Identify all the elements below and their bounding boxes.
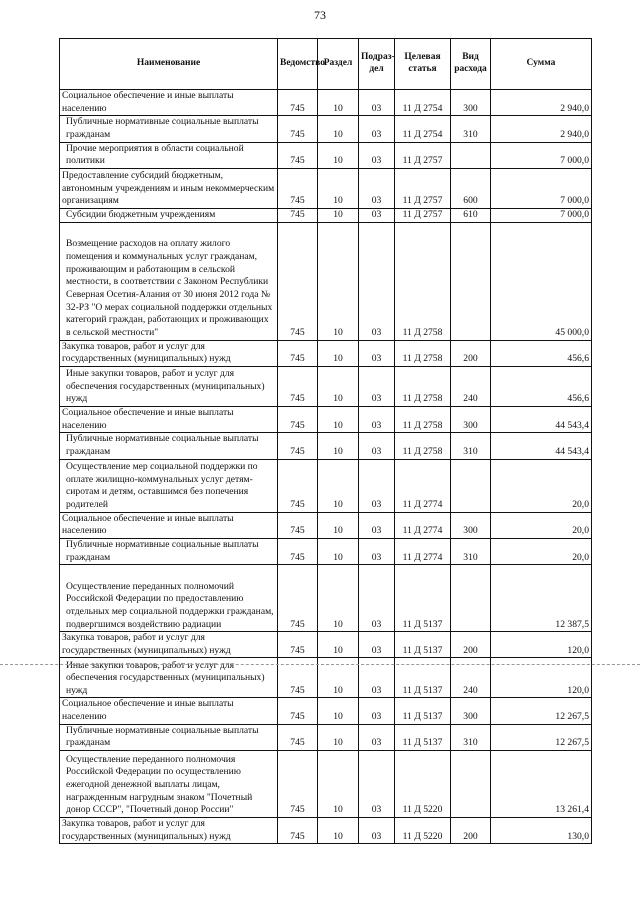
row-target-article: 11 Д 2758 xyxy=(395,340,451,366)
row-expense-type: 600 xyxy=(451,168,491,208)
table-row xyxy=(60,406,592,432)
row-target-article: 11 Д 5137 xyxy=(395,698,451,724)
row-ved: 745 xyxy=(278,512,318,538)
row-name: Публичные нормативные социальные выплаты гражданам xyxy=(60,724,278,750)
row-expense-type xyxy=(451,565,491,632)
row-razdel: 10 xyxy=(318,142,359,168)
row-podrazdel: 03 xyxy=(359,538,395,564)
row-name: Закупка товаров, работ и услуг для государственных (муниципальных) нужд xyxy=(60,340,278,366)
table-header-row xyxy=(60,39,592,90)
row-name: Закупка товаров, работ и услуг для государственных (муниципальных) нужд xyxy=(60,632,278,658)
row-target-article: 11 Д 5220 xyxy=(395,818,451,844)
row-target-article: 11 Д 5137 xyxy=(395,632,451,658)
header-name: Наименование xyxy=(60,39,278,90)
row-podrazdel: 03 xyxy=(359,459,395,512)
row-podrazdel: 03 xyxy=(359,406,395,432)
row-name: Предоставление субсидий бюджетным, автономным учреждениям и иным некоммерческим организациям xyxy=(60,168,278,208)
row-ved: 745 xyxy=(278,658,318,698)
row-target-article: 11 Д 5137 xyxy=(395,565,451,632)
table-row xyxy=(60,818,592,844)
table-row xyxy=(60,632,592,658)
row-name: Публичные нормативные социальные выплаты гражданам xyxy=(60,116,278,142)
row-razdel: 10 xyxy=(318,222,359,340)
row-expense-type: 300 xyxy=(451,90,491,116)
row-expense-type: 300 xyxy=(451,512,491,538)
row-sum: 45 000,0 xyxy=(491,222,592,340)
row-razdel: 10 xyxy=(318,459,359,512)
row-target-article: 11 Д 5137 xyxy=(395,724,451,750)
fold-line xyxy=(0,664,640,665)
row-razdel: 10 xyxy=(318,406,359,432)
row-name: Социальное обеспечение и иные выплаты населению xyxy=(60,512,278,538)
row-razdel: 10 xyxy=(318,168,359,208)
row-ved: 745 xyxy=(278,459,318,512)
row-podrazdel: 03 xyxy=(359,366,395,406)
row-razdel: 10 xyxy=(318,340,359,366)
row-expense-type: 300 xyxy=(451,698,491,724)
row-expense-type xyxy=(451,459,491,512)
row-razdel: 10 xyxy=(318,116,359,142)
row-sum: 7 000,0 xyxy=(491,208,592,222)
row-sum: 20,0 xyxy=(491,538,592,564)
table-row xyxy=(60,208,592,222)
row-sum: 12 267,5 xyxy=(491,724,592,750)
row-expense-type: 610 xyxy=(451,208,491,222)
table-row xyxy=(60,142,592,168)
row-sum: 12 387,5 xyxy=(491,565,592,632)
row-target-article: 11 Д 2758 xyxy=(395,222,451,340)
row-sum: 456,6 xyxy=(491,340,592,366)
row-name: Иные закупки товаров, работ и услуг для обеспечения государственных (муниципальных) нужд xyxy=(60,658,278,698)
row-target-article: 11 Д 2754 xyxy=(395,116,451,142)
row-target-article: 11 Д 2757 xyxy=(395,168,451,208)
row-podrazdel: 03 xyxy=(359,751,395,818)
row-razdel: 10 xyxy=(318,698,359,724)
row-ved: 745 xyxy=(278,116,318,142)
row-razdel: 10 xyxy=(318,433,359,459)
row-sum: 13 261,4 xyxy=(491,751,592,818)
row-ved: 745 xyxy=(278,751,318,818)
row-name: Публичные нормативные социальные выплаты гражданам xyxy=(60,538,278,564)
table-row xyxy=(60,698,592,724)
row-ved: 745 xyxy=(278,168,318,208)
row-podrazdel: 03 xyxy=(359,116,395,142)
row-expense-type: 200 xyxy=(451,340,491,366)
row-podrazdel: 03 xyxy=(359,632,395,658)
row-expense-type: 310 xyxy=(451,538,491,564)
row-target-article: 11 Д 2758 xyxy=(395,433,451,459)
row-name: Социальное обеспечение и иные выплаты населению xyxy=(60,698,278,724)
row-target-article: 11 Д 2758 xyxy=(395,406,451,432)
row-ved: 745 xyxy=(278,724,318,750)
row-expense-type: 240 xyxy=(451,366,491,406)
row-ved: 745 xyxy=(278,698,318,724)
table-row xyxy=(60,366,592,406)
header-expense-type: Вид расхода xyxy=(451,39,491,90)
table-row xyxy=(60,565,592,632)
row-target-article: 11 Д 2774 xyxy=(395,538,451,564)
row-expense-type: 200 xyxy=(451,818,491,844)
row-razdel: 10 xyxy=(318,90,359,116)
row-ved: 745 xyxy=(278,208,318,222)
row-ved: 745 xyxy=(278,538,318,564)
row-target-article: 11 Д 2757 xyxy=(395,208,451,222)
row-sum: 120,0 xyxy=(491,658,592,698)
row-expense-type: 310 xyxy=(451,724,491,750)
row-sum: 7 000,0 xyxy=(491,168,592,208)
row-name: Закупка товаров, работ и услуг для государственных (муниципальных) нужд xyxy=(60,818,278,844)
row-podrazdel: 03 xyxy=(359,512,395,538)
row-target-article: 11 Д 2774 xyxy=(395,459,451,512)
row-target-article: 11 Д 2774 xyxy=(395,512,451,538)
row-name: Прочие мероприятия в области социальной политики xyxy=(60,142,278,168)
row-sum: 120,0 xyxy=(491,632,592,658)
table-row xyxy=(60,724,592,750)
row-sum: 12 267,5 xyxy=(491,698,592,724)
row-target-article: 11 Д 2758 xyxy=(395,366,451,406)
row-expense-type: 200 xyxy=(451,632,491,658)
row-sum: 44 543,4 xyxy=(491,433,592,459)
header-podrazdel: Подраз-дел xyxy=(359,39,395,90)
row-name: Социальное обеспечение и иные выплаты населению xyxy=(60,406,278,432)
row-razdel: 10 xyxy=(318,366,359,406)
row-name: Иные закупки товаров, работ и услуг для обеспечения государственных (муниципальных) нужд xyxy=(60,366,278,406)
page-number: 73 xyxy=(314,8,326,22)
row-podrazdel: 03 xyxy=(359,340,395,366)
row-name: Публичные нормативные социальные выплаты гражданам xyxy=(60,433,278,459)
row-podrazdel: 03 xyxy=(359,142,395,168)
row-razdel: 10 xyxy=(318,538,359,564)
header-sum: Сумма xyxy=(491,39,592,90)
row-razdel: 10 xyxy=(318,632,359,658)
table-row xyxy=(60,116,592,142)
row-expense-type xyxy=(451,222,491,340)
row-podrazdel: 03 xyxy=(359,658,395,698)
row-razdel: 10 xyxy=(318,818,359,844)
table-row xyxy=(60,538,592,564)
row-sum: 2 940,0 xyxy=(491,116,592,142)
header-target-article: Целевая статья xyxy=(395,39,451,90)
row-ved: 745 xyxy=(278,406,318,432)
row-expense-type: 300 xyxy=(451,406,491,432)
row-podrazdel: 03 xyxy=(359,90,395,116)
header-ved: Ведомство xyxy=(278,39,318,90)
table-row xyxy=(60,222,592,340)
row-sum: 7 000,0 xyxy=(491,142,592,168)
row-ved: 745 xyxy=(278,340,318,366)
row-podrazdel: 03 xyxy=(359,818,395,844)
table-row xyxy=(60,459,592,512)
row-sum: 2 940,0 xyxy=(491,90,592,116)
table-row xyxy=(60,90,592,116)
row-ved: 745 xyxy=(278,818,318,844)
header-razdel: Раздел xyxy=(318,39,359,90)
row-name: Возмещение расходов на оплату жилого помещения и коммунальных услуг гражданам, проживающим и работающим в сельской местности, в соответствии с Законом Республики Северная Осетия-Алания от 30 июня 2012 года № 32-РЗ "О мерах социальной поддержки отдельных категорий граждан, работающих и проживающих в сельской местности" xyxy=(60,222,278,340)
row-podrazdel: 03 xyxy=(359,222,395,340)
row-name: Осуществление мер социальной поддержки по оплате жилищно-коммунальных услуг детям-сиротам и детям, оставшимся без попечения родителей xyxy=(60,459,278,512)
budget-table xyxy=(59,38,592,844)
row-name: Осуществление переданного полномочия Российской Федерации по осуществлению ежегодной денежной выплаты лицам, награжденным нагрудным знаком "Почетный донор СССР", "Почетный донор России" xyxy=(60,751,278,818)
row-name: Социальное обеспечение и иные выплаты населению xyxy=(60,90,278,116)
row-podrazdel: 03 xyxy=(359,208,395,222)
row-target-article: 11 Д 5220 xyxy=(395,751,451,818)
row-name: Осуществление переданных полномочий Российской Федерации по предоставлению отдельных мер социальной поддержки гражданам, подвергшимся воздействию радиации xyxy=(60,565,278,632)
row-expense-type xyxy=(451,142,491,168)
row-expense-type: 240 xyxy=(451,658,491,698)
row-razdel: 10 xyxy=(318,658,359,698)
row-sum: 456,6 xyxy=(491,366,592,406)
row-razdel: 10 xyxy=(318,565,359,632)
row-razdel: 10 xyxy=(318,208,359,222)
table-row xyxy=(60,340,592,366)
row-ved: 745 xyxy=(278,142,318,168)
row-ved: 745 xyxy=(278,565,318,632)
row-expense-type xyxy=(451,751,491,818)
row-sum: 44 543,4 xyxy=(491,406,592,432)
row-target-article: 11 Д 2754 xyxy=(395,90,451,116)
table-row xyxy=(60,433,592,459)
row-target-article: 11 Д 5137 xyxy=(395,658,451,698)
row-podrazdel: 03 xyxy=(359,724,395,750)
row-ved: 745 xyxy=(278,433,318,459)
row-expense-type: 310 xyxy=(451,116,491,142)
row-ved: 745 xyxy=(278,90,318,116)
row-podrazdel: 03 xyxy=(359,565,395,632)
row-name: Субсидии бюджетным учреждениям xyxy=(60,208,278,222)
row-podrazdel: 03 xyxy=(359,168,395,208)
row-expense-type: 310 xyxy=(451,433,491,459)
row-sum: 20,0 xyxy=(491,512,592,538)
table-row xyxy=(60,751,592,818)
row-sum: 20,0 xyxy=(491,459,592,512)
row-podrazdel: 03 xyxy=(359,433,395,459)
row-ved: 745 xyxy=(278,632,318,658)
table-row xyxy=(60,168,592,208)
row-razdel: 10 xyxy=(318,512,359,538)
row-podrazdel: 03 xyxy=(359,698,395,724)
row-target-article: 11 Д 2757 xyxy=(395,142,451,168)
row-razdel: 10 xyxy=(318,724,359,750)
row-sum: 130,0 xyxy=(491,818,592,844)
row-ved: 745 xyxy=(278,222,318,340)
row-ved: 745 xyxy=(278,366,318,406)
row-razdel: 10 xyxy=(318,751,359,818)
table-row xyxy=(60,512,592,538)
